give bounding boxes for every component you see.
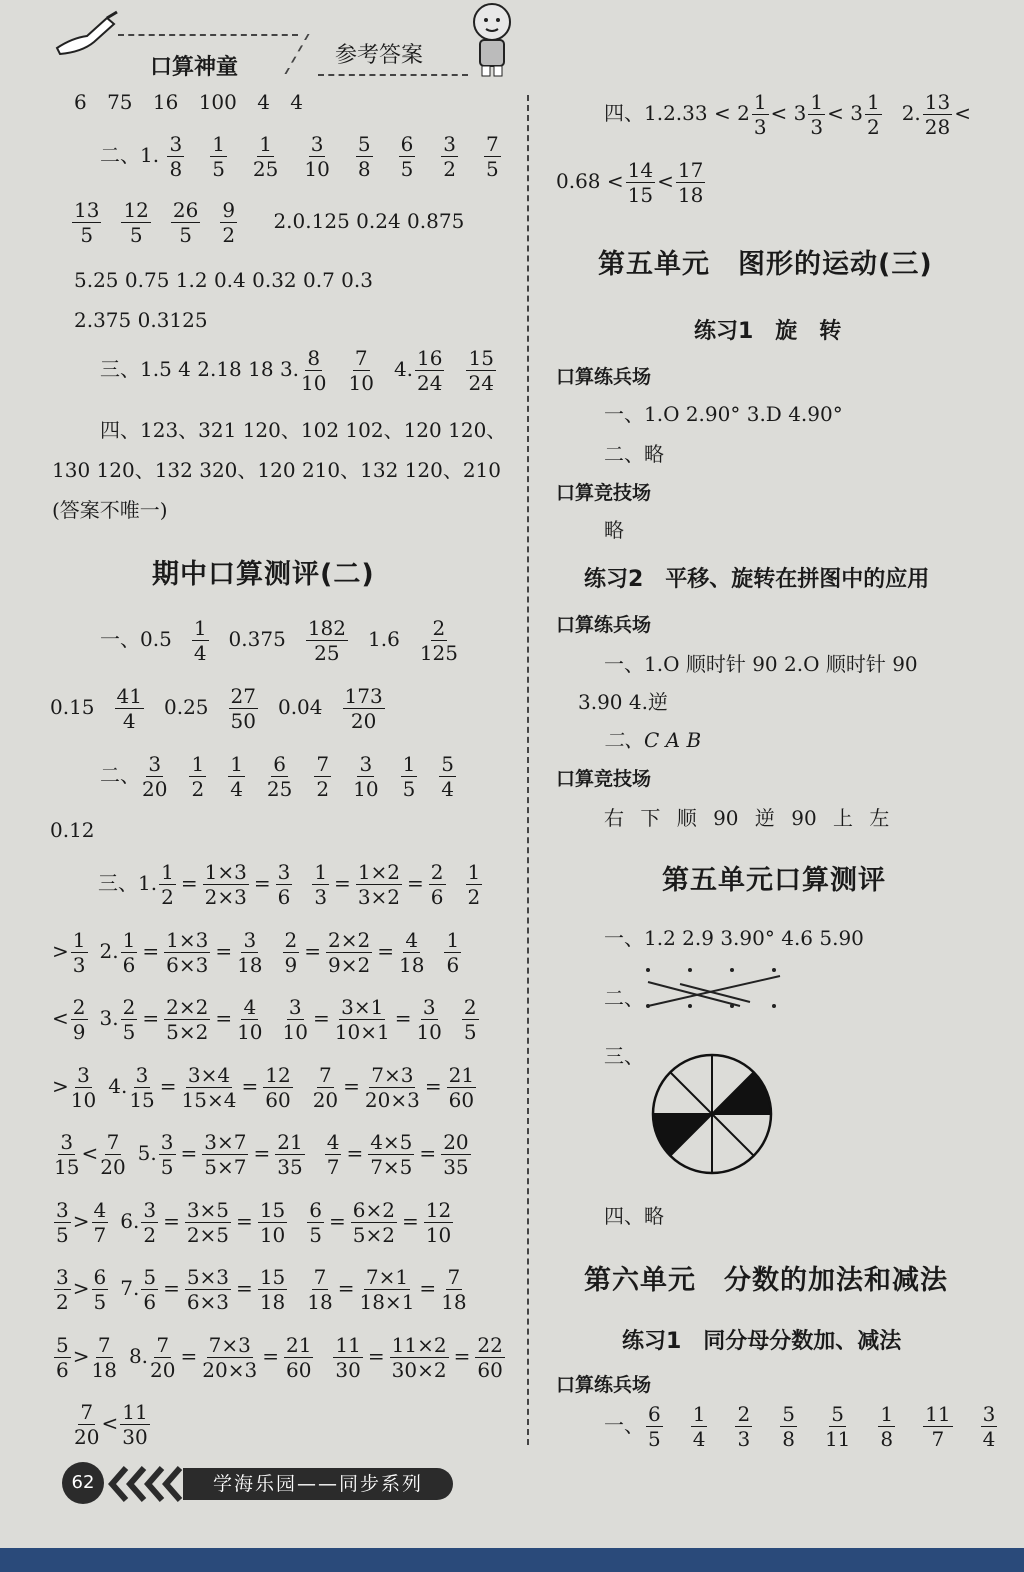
operator: < — [101, 1411, 119, 1435]
fraction: $\frac{4}{7}$ — [326, 1130, 340, 1179]
fraction: $\frac{7}{2}$ — [316, 752, 330, 801]
fraction: $\frac{12}{5}$ — [123, 198, 149, 247]
cartoon-kid-icon — [462, 0, 522, 84]
left-line-6-mid: 4. — [393, 357, 414, 381]
operator: = — [453, 1343, 471, 1368]
operator: = — [304, 938, 322, 963]
exercise61-fractions — [644, 1402, 1023, 1451]
exercise1-line-3: 略 — [604, 518, 624, 542]
right-line-1 — [604, 92, 971, 137]
fraction: $\frac{182}{25}$ — [307, 616, 346, 665]
fraction: $\frac{7}{10}$ — [348, 346, 374, 395]
unit5-test-title: 第五单元口算测评 — [662, 865, 886, 896]
test5-line-2: 二、 — [604, 986, 644, 1010]
fraction: $\frac{1}{6}$ — [122, 927, 136, 977]
fraction: $\frac{3}{10}$ — [353, 752, 379, 801]
column-divider — [527, 95, 529, 1445]
test5-line-3: 三、 — [604, 1044, 644, 1068]
value: 0.25 — [163, 695, 209, 719]
operator: = — [142, 1006, 160, 1030]
fraction: $\frac{1}{5}$ — [402, 752, 416, 801]
item-number: 7. — [120, 1276, 140, 1300]
midterm-line-3 — [100, 754, 476, 799]
fraction: $\frac{7}{20}$ — [312, 1062, 339, 1112]
midterm-line-4: 0.12 — [50, 818, 95, 842]
fraction: $\frac{1}{4}$ — [692, 1402, 706, 1451]
operator: = — [407, 871, 424, 895]
fraction: $\frac{26}{5}$ — [172, 198, 199, 247]
equation-row — [52, 1267, 469, 1312]
test5-line-4: 四、略 — [604, 1204, 664, 1228]
fraction: $\frac{1}{4}$ — [193, 616, 207, 665]
fraction: $\frac{5}{8}$ — [357, 132, 371, 181]
item-number: 6. — [120, 1208, 140, 1233]
equation-row — [52, 997, 481, 1042]
fraction: $\frac{4}{10}$ — [237, 995, 263, 1044]
fraction: $\frac{3}{15}$ — [129, 1062, 155, 1112]
right-line-1-prefix: 四、1.2.33 < 2 — [604, 101, 750, 125]
left-line-3-text: 2.0.125 0.24 0.875 — [273, 209, 465, 233]
fraction: $\frac{2}{6}$ — [430, 860, 444, 909]
fraction: $\frac{173}{20}$ — [344, 684, 383, 733]
fraction: $\frac{1}{2}$ — [467, 860, 481, 909]
fraction: $\frac{2}{5}$ — [463, 995, 477, 1044]
fraction: $\frac{3}{10}$ — [282, 995, 308, 1044]
operator: > — [72, 1276, 90, 1300]
chevrons-icon — [108, 1464, 184, 1508]
operator: = — [346, 1141, 364, 1165]
exercise61-title: 练习1 同分母分数加、减法 — [622, 1329, 902, 1354]
operator: = — [329, 1208, 346, 1233]
fraction: $\frac{4}{7}$ — [93, 1197, 107, 1247]
value: 0.15 — [50, 695, 95, 719]
fraction: $\frac{5}{4}$ — [441, 752, 455, 801]
contest-label-1: 口算竞技场 — [556, 482, 652, 504]
operator: = — [215, 938, 233, 963]
equation-row — [52, 927, 463, 977]
header-dashed-line-2 — [284, 34, 327, 74]
fraction: $\frac{1\times 3}{2\times 3}$ — [204, 860, 247, 909]
fraction: $\frac{11}{30}$ — [122, 1400, 148, 1449]
fraction: $\frac{21}{60}$ — [285, 1332, 312, 1382]
practice-label-3: 口算练兵场 — [556, 1374, 652, 1396]
fraction: $\frac{3\times 7}{5\times 7}$ — [204, 1130, 247, 1179]
fraction: $\frac{2\times 2}{9\times 2}$ — [328, 927, 371, 977]
rotated-circle-diagram — [644, 1046, 780, 1186]
pencil-hand-icon — [52, 8, 122, 62]
fraction: $\frac{6}{25}$ — [266, 752, 293, 801]
fraction: $\frac{7}{5}$ — [486, 132, 499, 181]
fraction: $\frac{27}{50}$ — [230, 684, 256, 733]
exercise1-line-1: 一、1.O 2.90° 3.D 4.90° — [604, 402, 843, 426]
last-comparison — [72, 1402, 152, 1447]
fraction: $\frac{3}{18}$ — [237, 927, 263, 977]
fraction: $\frac{7}{18}$ — [441, 1265, 467, 1314]
operator: = — [312, 1006, 330, 1030]
exercise2-line-4: 右 下 顺 90 逆 90 上 左 — [604, 806, 890, 830]
fraction: $\frac{2}{3}$ — [737, 1402, 751, 1451]
fraction: $\frac{1\times 3}{6\times 3}$ — [166, 927, 209, 977]
operator: = — [337, 1276, 355, 1300]
exercise61-line-1 — [604, 1404, 1023, 1449]
midterm-line-3-prefix: 二、 — [100, 763, 140, 787]
header-subtitle: 参考答案 — [335, 43, 424, 68]
footer-bar — [0, 1548, 1024, 1572]
operator: = — [394, 1006, 412, 1030]
fraction: $\frac{12}{10}$ — [425, 1197, 452, 1247]
midterm-line-1-prefix: 一、0.5 — [100, 627, 172, 651]
fraction: $\frac{22}{60}$ — [477, 1332, 503, 1382]
equation-row — [52, 862, 484, 907]
value: 0.375 — [228, 627, 286, 651]
exercise2-line-2: 3.90 4.逆 — [578, 690, 668, 714]
operator: = — [163, 1208, 180, 1233]
fraction: $\frac{1\times 2}{3\times 2}$ — [357, 860, 401, 909]
exercise1-title: 练习1 旋 转 — [694, 319, 842, 344]
midterm-line-2 — [50, 686, 387, 731]
operator: > — [72, 1208, 90, 1233]
operator: = — [215, 1006, 233, 1030]
operator: < — [954, 101, 972, 125]
operator: = — [377, 938, 395, 963]
operator: < — [52, 1006, 69, 1030]
fraction: $\frac{7}{18}$ — [307, 1265, 333, 1314]
operator: = — [142, 938, 160, 963]
fraction: $\frac{1}{2}$ — [191, 752, 205, 801]
operator: < 3 — [827, 101, 863, 125]
fraction: $\frac{41}{4}$ — [116, 684, 142, 733]
fraction: $\frac{2}{9}$ — [284, 927, 298, 977]
exercise2-line-1: 一、1.O 顺时针 90 2.O 顺时针 90 — [604, 652, 918, 676]
operator: = — [419, 1276, 437, 1300]
operator: = — [163, 1276, 180, 1300]
operator: = — [236, 1276, 253, 1300]
operator: > — [72, 1343, 90, 1368]
fraction: $\frac{15}{18}$ — [259, 1265, 286, 1314]
exercise2-line-3: 二、C A B — [604, 728, 702, 752]
fraction: $\frac{1}{4}$ — [230, 752, 243, 801]
fraction: $\frac{11}{7}$ — [925, 1402, 951, 1451]
practice-label-1: 口算练兵场 — [556, 366, 652, 388]
left-line-9: (答案不唯一) — [52, 498, 168, 522]
fraction: $\frac{3}{2}$ — [143, 1197, 157, 1247]
fraction: $\frac{3\times 5}{2\times 5}$ — [186, 1197, 230, 1247]
matching-lines-diagram — [640, 962, 790, 1016]
right-line-2-prefix: 0.68 < — [556, 169, 624, 193]
fraction: $\frac{13}{28}$ — [924, 90, 951, 139]
fraction: $\frac{2}{9}$ — [72, 995, 86, 1044]
operator: < — [657, 169, 674, 193]
header-dashed-line — [118, 34, 298, 36]
fraction: $\frac{5}{11}$ — [824, 1402, 851, 1451]
exercise2-title: 练习2 平移、旋转在拼图中的应用 — [584, 567, 930, 592]
practice-label-2: 口算练兵场 — [556, 614, 652, 636]
fraction: $\frac{1}{25}$ — [252, 132, 279, 181]
item-number: 2. — [901, 101, 921, 125]
fraction: $\frac{3}{2}$ — [443, 132, 457, 181]
fraction: $\frac{6}{5}$ — [648, 1402, 661, 1451]
left-line-6-prefix: 三、1.5 4 2.18 18 3. — [100, 357, 300, 381]
operator: < 3 — [770, 101, 807, 125]
operator: = — [180, 871, 198, 895]
equation-row — [52, 1132, 473, 1177]
operator: = — [367, 1343, 385, 1368]
fraction: $\frac{2}{125}$ — [419, 616, 458, 665]
fraction: $\frac{1}{2}$ — [866, 90, 880, 139]
exercise61-prefix: 一、 — [604, 1413, 644, 1437]
operator: = — [424, 1073, 442, 1098]
fraction: $\frac{16}{24}$ — [417, 346, 443, 395]
fraction: $\frac{11}{30}$ — [335, 1332, 361, 1382]
operator: = — [334, 871, 351, 895]
operator: = — [241, 1073, 259, 1098]
fraction: $\frac{3}{15}$ — [54, 1130, 80, 1179]
fraction: $\frac{7\times 3}{20\times 3}$ — [364, 1062, 420, 1112]
fraction: $\frac{3\times 1}{10\times 1}$ — [334, 995, 390, 1044]
fraction: $\frac{5}{6}$ — [143, 1265, 157, 1314]
item-number: 三、1. — [98, 871, 158, 895]
operator: = — [180, 1343, 198, 1368]
operator: = — [236, 1208, 253, 1233]
fraction: $\frac{8}{10}$ — [301, 346, 327, 395]
fraction: $\frac{3}{10}$ — [70, 1062, 97, 1112]
fraction: $\frac{2\times 2}{5\times 2}$ — [166, 995, 209, 1044]
fraction: $\frac{4\times 5}{7\times 5}$ — [370, 1130, 413, 1179]
fraction: $\frac{1}{3}$ — [753, 90, 767, 139]
item-number: 3. — [99, 1006, 119, 1030]
fraction: $\frac{1}{3}$ — [314, 860, 328, 909]
fraction: $\frac{15}{24}$ — [468, 346, 494, 395]
item-number: 2. — [99, 938, 119, 963]
operator: = — [159, 1073, 177, 1098]
equation-row — [52, 1062, 478, 1112]
value: 0.04 — [277, 695, 323, 719]
fraction: $\frac{4}{18}$ — [399, 927, 425, 977]
fraction: $\frac{3}{6}$ — [277, 860, 291, 909]
fraction: $\frac{3}{20}$ — [142, 752, 168, 801]
left-line-8: 130 120、132 320、120 210、132 120、210 — [52, 458, 501, 482]
item-number: 5. — [137, 1141, 157, 1165]
fraction: $\frac{11\times 2}{30\times 2}$ — [391, 1332, 447, 1382]
fraction: $\frac{1}{6}$ — [446, 927, 460, 977]
fraction: $\frac{3}{5}$ — [160, 1130, 174, 1179]
operator: = — [253, 1141, 271, 1165]
fraction: $\frac{1}{3}$ — [810, 90, 824, 139]
fraction: $\frac{3}{10}$ — [304, 132, 330, 181]
test5-line-1: 一、1.2 2.9 3.90° 4.6 5.90 — [604, 926, 864, 950]
fraction: $\frac{1}{5}$ — [212, 132, 225, 181]
left-line-6 — [100, 348, 498, 393]
unit6-title: 第六单元 分数的加法和减法 — [584, 1265, 948, 1296]
left-line-7: 四、123、321 120、102 102、120 120、 — [100, 418, 507, 442]
fraction: $\frac{6\times 2}{5\times 2}$ — [352, 1197, 395, 1247]
operator: > — [52, 1073, 69, 1098]
left-line-1: 6 75 16 100 4 4 — [74, 90, 304, 114]
fraction: $\frac{3\times 4}{15\times 4}$ — [181, 1062, 237, 1112]
item-number: 4. — [108, 1073, 128, 1098]
fraction: $\frac{17}{18}$ — [677, 158, 704, 207]
fraction: $\frac{7\times 3}{20\times 3}$ — [202, 1332, 258, 1382]
exercise1-line-2: 二、略 — [604, 442, 664, 466]
left-line-2-prefix: 二、1. — [100, 143, 160, 167]
operator: = — [253, 871, 271, 895]
fraction: $\frac{6}{5}$ — [309, 1197, 322, 1247]
fraction: $\frac{3}{2}$ — [56, 1265, 69, 1314]
left-line-3 — [70, 200, 464, 245]
operator: < — [81, 1141, 99, 1165]
operator: = — [419, 1141, 437, 1165]
fraction: $\frac{3}{10}$ — [416, 995, 442, 1044]
fraction: $\frac{5\times 3}{6\times 3}$ — [186, 1265, 230, 1314]
midterm-title: 期中口算测评(二) — [152, 559, 375, 590]
fraction: $\frac{7}{20}$ — [100, 1130, 126, 1179]
operator: > — [52, 938, 69, 963]
fraction: $\frac{20}{35}$ — [443, 1130, 469, 1179]
left-line-4: 5.25 0.75 1.2 0.4 0.32 0.7 0.3 — [74, 268, 373, 292]
midterm-line-3-fractions — [140, 752, 476, 801]
fraction: $\frac{14}{15}$ — [627, 158, 654, 207]
right-line-2 — [556, 160, 707, 205]
value: 1.6 — [368, 627, 400, 651]
fraction: $\frac{6}{5}$ — [400, 132, 414, 181]
equation-row — [52, 1197, 455, 1247]
page-number: 62 — [62, 1462, 104, 1504]
fraction: $\frac{21}{60}$ — [448, 1062, 475, 1112]
midterm-line-1 — [100, 618, 460, 663]
left-line-2 — [100, 134, 525, 179]
fraction: $\frac{6}{5}$ — [93, 1265, 107, 1314]
operator: = — [180, 1141, 198, 1165]
operator: = — [262, 1343, 279, 1368]
fraction: $\frac{13}{5}$ — [74, 198, 100, 247]
fraction: $\frac{3}{5}$ — [56, 1197, 69, 1247]
left-line-5: 2.375 0.3125 — [74, 308, 208, 332]
fraction: $\frac{1}{2}$ — [161, 860, 174, 909]
item-number: 8. — [128, 1343, 149, 1368]
equation-row — [52, 1332, 507, 1382]
fraction: $\frac{21}{35}$ — [277, 1130, 303, 1179]
header-dashed-line-3 — [318, 74, 468, 76]
fraction: $\frac{9}{2}$ — [222, 198, 236, 247]
unit5-title: 第五单元 图形的运动(三) — [598, 249, 933, 280]
fraction: $\frac{7}{20}$ — [150, 1332, 176, 1382]
fraction: $\frac{15}{10}$ — [259, 1197, 286, 1247]
fraction: $\frac{5}{6}$ — [56, 1332, 69, 1382]
left-line-3-fractions — [70, 198, 255, 247]
contest-label-2: 口算竞技场 — [556, 768, 652, 790]
fraction: $\frac{12}{60}$ — [265, 1062, 291, 1112]
fraction: $\frac{1}{3}$ — [72, 927, 86, 977]
fraction: $\frac{1}{8}$ — [880, 1402, 894, 1451]
fraction: $\frac{7}{18}$ — [91, 1332, 117, 1382]
fraction: $\frac{3}{8}$ — [169, 132, 183, 181]
header-title: 口算神童 — [150, 55, 239, 80]
fraction: $\frac{7\times 1}{18\times 1}$ — [359, 1265, 415, 1314]
series-label: 学海乐园——同步系列 — [183, 1468, 453, 1500]
fraction: $\frac{2}{5}$ — [122, 995, 136, 1044]
fraction: $\frac{3}{4}$ — [982, 1402, 996, 1451]
operator: = — [401, 1208, 419, 1233]
operator: = — [343, 1073, 360, 1098]
fraction: $\frac{7}{20}$ — [74, 1400, 100, 1449]
left-line-2-fractions — [165, 132, 524, 181]
fraction: $\frac{5}{8}$ — [782, 1402, 795, 1451]
